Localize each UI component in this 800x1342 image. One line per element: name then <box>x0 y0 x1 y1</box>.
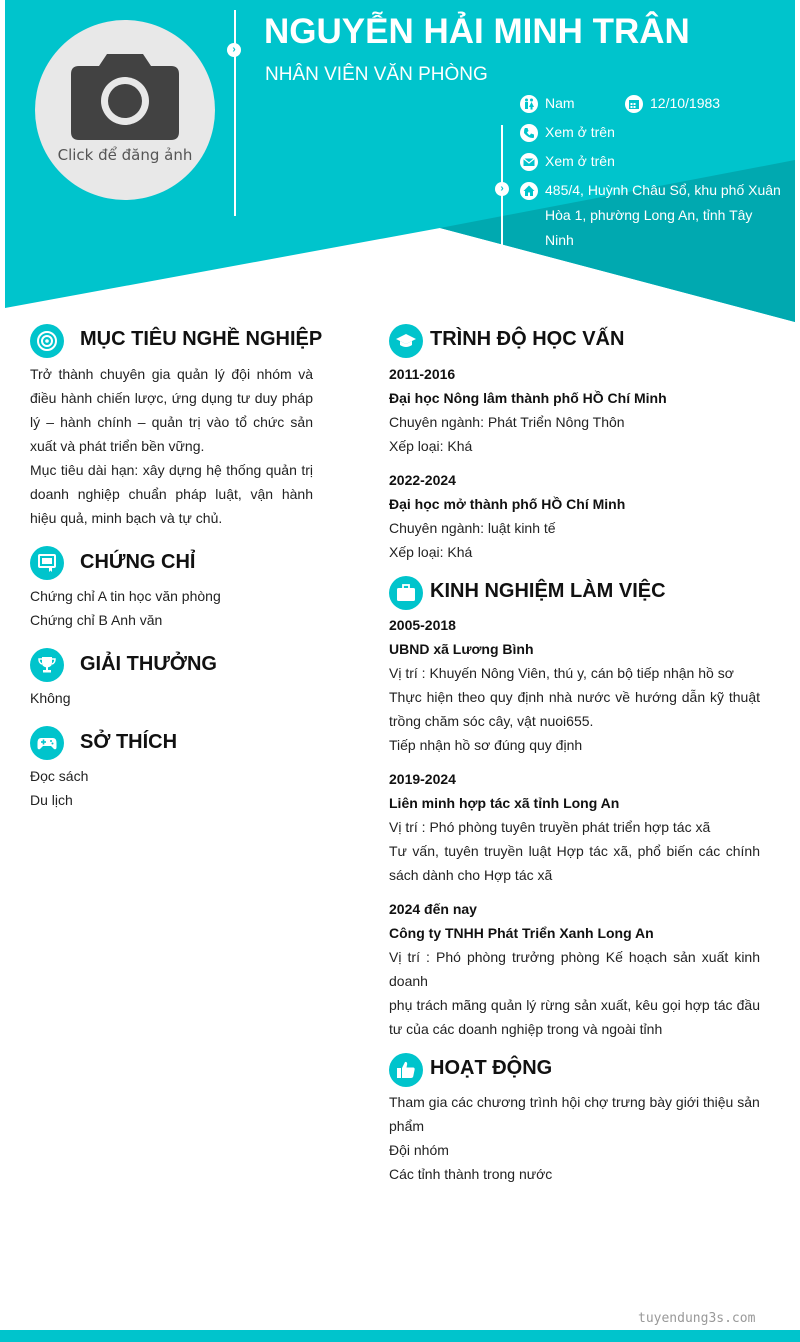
objective-text <box>30 362 313 530</box>
experience-entry <box>389 767 760 887</box>
gender-icon <box>520 95 538 113</box>
briefcase-icon <box>389 576 423 610</box>
email-icon <box>520 153 538 171</box>
experience-title: KINH NGHIỆM LÀM VIỆC <box>430 580 666 602</box>
education-entry <box>389 468 760 564</box>
experience-company: Liên minh hợp tác xã tỉnh Long An <box>389 795 620 811</box>
education-school: Đại học mở thành phố HỒ Chí Minh <box>389 496 626 512</box>
awards-title: GIẢI THƯỞNG <box>80 653 217 675</box>
avatar-caption: Click để đăng ảnh <box>57 146 193 164</box>
experience-entry <box>389 897 760 1041</box>
target-icon <box>30 324 64 358</box>
education-school: Đại học Nông lâm thành phố HỒ Chí Minh <box>389 390 667 406</box>
contact-address: 485/4, Huỳnh Châu Sổ, khu phố Xuân Hòa 1, phường Long An, tỉnh Tây Ninh <box>545 182 781 248</box>
experience-company: UBND xã Lương Bình <box>389 641 534 657</box>
objective-title: MỤC TIÊU NGHỀ NGHIỆP <box>80 328 323 350</box>
footer-bar <box>0 1330 800 1342</box>
certificates-list <box>30 584 313 632</box>
list-item: Đội nhóm <box>389 1142 449 1158</box>
list-item: Chứng chỉ B Anh văn <box>30 612 163 628</box>
experience-company: Công ty TNHH Phát Triển Xanh Long An <box>389 925 654 941</box>
watermark: tuyendung3s.com <box>638 1311 756 1326</box>
education-grade: Xếp loại: Khá <box>389 438 473 454</box>
graduation-cap-icon <box>389 324 423 358</box>
candidate-name: NGUYỄN HẢI MINH TRÂN <box>264 12 690 51</box>
contact-birthdate: 12/10/1983 <box>650 95 721 111</box>
list-item: Du lịch <box>30 792 73 808</box>
chevron-right-icon: › <box>227 43 241 57</box>
education-major: Chuyên ngành: Phát Triển Nông Thôn <box>389 414 625 430</box>
education-entry <box>389 362 760 458</box>
education-grade: Xếp loại: Khá <box>389 544 473 560</box>
experience-position: Vị trí : Khuyến Nông Viên, thú y, cán bộ tiếp nhận hồ sơ <box>389 665 734 681</box>
list-item: Đọc sách <box>30 768 89 784</box>
experience-description: Tiếp nhận hồ sơ đúng quy định <box>389 737 583 753</box>
activities-title: HOẠT ĐỘNG <box>430 1057 553 1079</box>
chevron-right-icon: › <box>495 182 509 196</box>
education-period: 2022-2024 <box>389 472 456 488</box>
experience-period: 2024 đến nay <box>389 901 477 917</box>
experience-description: Thực hiện theo quy định nhà nước về hướng dẫn kỹ thuật trồng chăm sóc cây, vật nuoi655. <box>389 689 760 729</box>
header-divider <box>234 10 236 216</box>
contact-phone: Xem ở trên <box>545 124 615 140</box>
education-major: Chuyên ngành: luật kinh tế <box>389 520 556 536</box>
hobbies-list <box>30 764 313 812</box>
camera-icon <box>71 48 179 140</box>
list-item: Tham gia các chương trình hội chợ trưng bày giới thiệu sản phẩm <box>389 1094 760 1134</box>
experience-position: Vị trí : Phó phòng trưởng phòng Kế hoạch sản xuất kinh doanh <box>389 949 760 989</box>
experience-position: Vị trí : Phó phòng tuyên truyền phát triển hợp tác xã <box>389 819 711 835</box>
education-title: TRÌNH ĐỘ HỌC VẤN <box>430 328 625 350</box>
home-icon <box>520 182 538 200</box>
avatar-upload[interactable] <box>35 20 215 200</box>
list-item: Các tỉnh thành trong nước <box>389 1166 553 1182</box>
objective-paragraph: Trở thành chuyên gia quản lý đội nhóm và điều hành chiến lược, ứng dụng tư duy pháp lý – hành chính – quản trị vào tổ chức sản xuất và phát triển bền vững. <box>30 366 313 454</box>
certificate-icon <box>30 546 64 580</box>
gamepad-icon <box>30 726 64 760</box>
activities-list <box>389 1090 760 1186</box>
education-period: 2011-2016 <box>389 366 456 382</box>
certificates-title: CHỨNG CHỈ <box>80 551 196 573</box>
experience-description: Tư vấn, tuyên truyền luật Hợp tác xã, phổ biến các chính sách dành cho Hợp tác xã <box>389 843 760 883</box>
experience-period: 2019-2024 <box>389 771 456 787</box>
trophy-icon <box>30 648 64 682</box>
contact-gender: Nam <box>545 95 575 111</box>
awards-list <box>30 686 313 710</box>
experience-period: 2005-2018 <box>389 617 456 633</box>
contact-email: Xem ở trên <box>545 153 615 169</box>
hobbies-title: SỞ THÍCH <box>80 731 178 753</box>
thumbs-up-icon <box>389 1053 423 1087</box>
objective-paragraph: Mục tiêu dài hạn: xây dựng hệ thống quản trị doanh nghiệp chuẩn pháp luật, vận hành hiệu quả, minh bạch và tự chủ. <box>30 462 313 526</box>
list-item: Chứng chỉ A tin học văn phòng <box>30 588 221 604</box>
calendar-icon <box>625 95 643 113</box>
job-title: NHÂN VIÊN VĂN PHÒNG <box>265 64 488 85</box>
phone-icon <box>520 124 538 142</box>
experience-description: phụ trách mãng quản lý rừng sản xuất, kêu gọi hợp tác đầu tư của các doanh nghiệp trong và ngoài tỉnh <box>389 997 760 1037</box>
experience-entry <box>389 613 760 757</box>
list-item: Không <box>30 690 71 706</box>
